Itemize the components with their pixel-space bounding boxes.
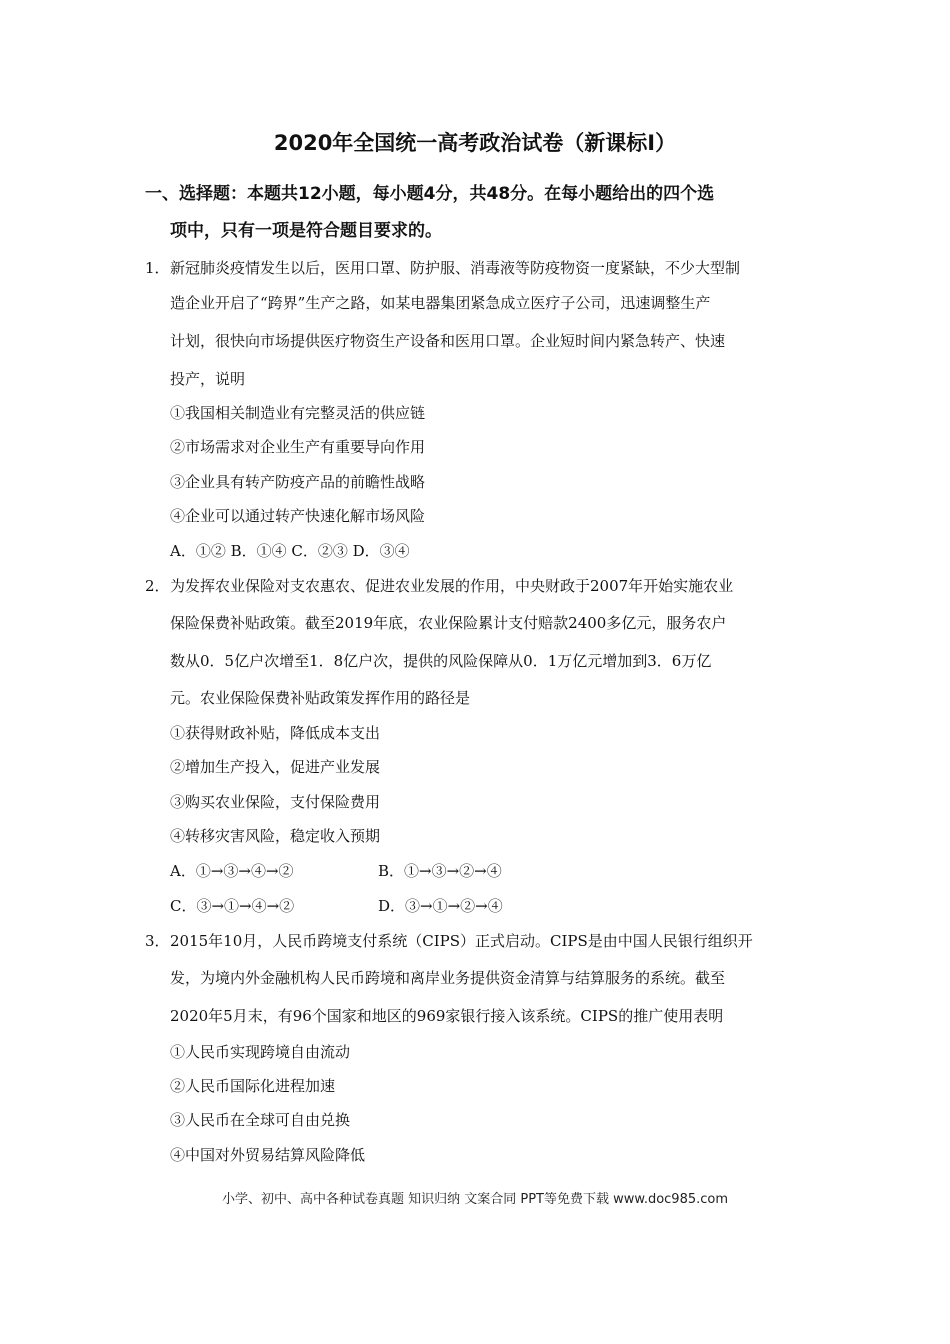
question-3-number: 3． [145,932,170,950]
question-2-item-1: ①获得财政补贴，降低成本支出 [170,724,381,742]
question-2-stem-line-2: 保险保费补贴政策。截至2019年底，农业保险累计支付赔款2400多亿元，服务农户 [170,614,727,632]
question-1-stem-line-4: 投产，说明 [170,370,246,388]
question-1-options: A．①② B．①④ C．②③ D．③④ [170,542,410,560]
question-1-item-3: ③企业具有转产防疫产品的前瞻性战略 [170,473,426,491]
question-3-item-4: ④中国对外贸易结算风险降低 [170,1146,366,1164]
section-heading-line-1: 一、选择题：本题共12小题，每小题4分，共48分。在每小题给出的四个选 [145,184,715,204]
question-1-item-4: ④企业可以通过转产快速化解市场风险 [170,507,426,525]
question-3-item-2: ②人民币国际化进程加速 [170,1077,336,1095]
page-title: 2020年全国统一高考政治试卷（新课标Ⅰ） [273,131,677,155]
question-3-item-1: ①人民币实现跨境自由流动 [170,1043,351,1061]
question-2-item-4: ④转移灾害风险，稳定收入预期 [170,827,381,845]
question-2-option-c: C．③→①→④→② [170,897,295,915]
question-2-stem-line-1: 为发挥农业保险对支农惠农、促进农业发展的作用，中央财政于2007年开始实施农业 [170,577,734,595]
section-heading-line-2: 项中，只有一项是符合题目要求的。 [170,221,442,241]
question-1-stem-line-2: 造企业开启了“跨界”生产之路，如某电器集团紧急成立医疗子公司，迅速调整生产 [170,294,711,312]
question-2-item-3: ③购买农业保险，支付保险费用 [170,793,381,811]
question-2-option-a: A．①→③→④→② [170,862,294,880]
question-3-stem-line-3: 2020年5月末，有96个国家和地区的969家银行接入该系统。CIPS的推广使用表明 [170,1007,724,1025]
question-2-option-b: B．①→③→②→④ [378,862,502,880]
question-2-item-2: ②增加生产投入，促进产业发展 [170,758,381,776]
footer-download-notice: 小学、初中、高中各种试卷真题 知识归纳 文案合同 PPT等免费下载 www.doc985.com [221,1192,729,1207]
question-2-stem-line-4: 元。农业保险保费补贴政策发挥作用的路径是 [170,689,471,707]
question-3-item-3: ③人民币在全球可自由兑换 [170,1111,351,1129]
question-1-item-1: ①我国相关制造业有完整灵活的供应链 [170,404,426,422]
question-1-stem-line-3: 计划，很快向市场提供医疗物资生产设备和医用口罩。企业短时间内紧急转产、快速 [170,332,726,350]
question-1-item-2: ②市场需求对企业生产有重要导向作用 [170,438,426,456]
question-3-stem-line-1: 2015年10月，人民币跨境支付系统（CIPS）正式启动。CIPS是由中国人民银行组织开 [170,932,753,950]
question-1-number: 1． [145,259,170,277]
question-1-stem-line-1: 新冠肺炎疫情发生以后，医用口罩、防护服、消毒液等防疫物资一度紧缺，不少大型制 [170,259,741,277]
question-2-stem-line-3: 数从0．5亿户次增至1．8亿户次，提供的风险保障从0．1万亿元增加到3．6万亿 [170,652,712,670]
question-3-stem-line-2: 发，为境内外金融机构人民币跨境和离岸业务提供资金清算与结算服务的系统。截至 [170,969,726,987]
question-2-option-d: D．③→①→②→④ [378,897,503,915]
question-2-number: 2． [145,577,170,595]
